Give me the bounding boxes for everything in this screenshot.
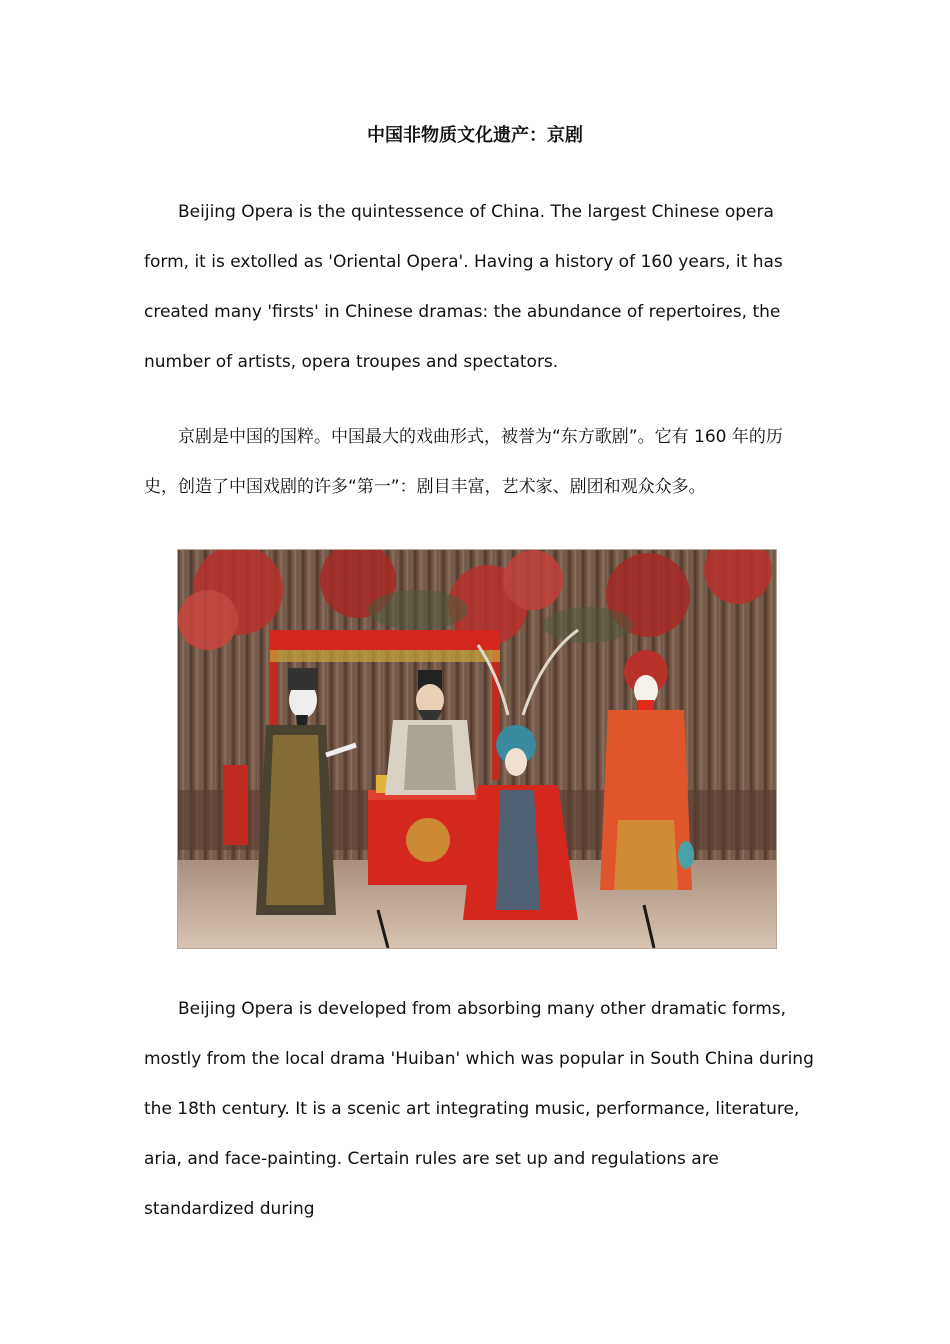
paragraph-intro-english: Beijing Opera is the quintessence of China. The largest Chinese opera form, it is extolled as 'Oriental Opera'. Having a history of 160 years, it has created many 'firsts' in Chinese dramas: the abundance of repertoires, the number of artists, opera troupes and spectators. [144, 202, 783, 372]
opera-stage-photo [177, 549, 777, 949]
opera-stage-illustration [178, 550, 777, 949]
page-title: 中国非物质文化遗产：京剧 [367, 125, 583, 146]
paragraph-intro-chinese: 京剧是中国的国粹。中国最大的戏曲形式，被誉为“东方歌剧”。它有 160 年的历史，创造了中国戏剧的许多“第一”：剧目丰富，艺术家、剧团和观众众多。 [144, 427, 783, 497]
paragraph-history-english: Beijing Opera is developed from absorbing many other dramatic forms, mostly from the local drama 'Huiban' which was popular in South China during the 18th century. It is a scenic art integrating music, performance, literature, aria, and face-painting. Certain rules are set up and regulations are standardized during [144, 999, 814, 1219]
